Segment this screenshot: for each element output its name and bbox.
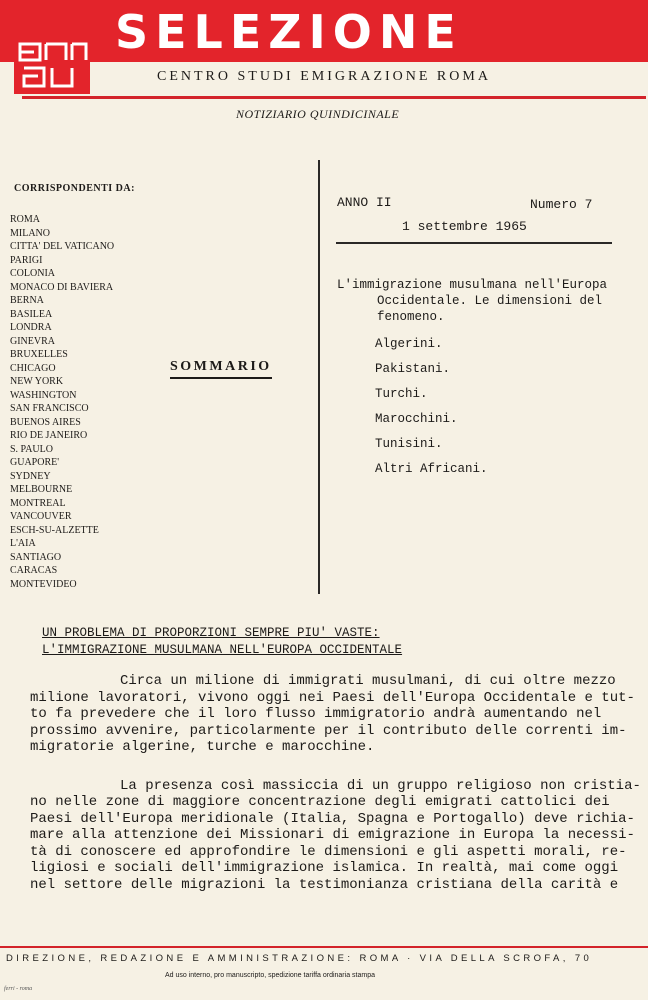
correspondent-city: S. PAULO — [10, 443, 53, 455]
issue-date: 1 settembre 1965 — [402, 219, 527, 234]
summary-item: Algerini. — [375, 337, 443, 351]
correspondent-city: SAN FRANCISCO — [10, 403, 89, 414]
printer-mark: ferri - roma — [4, 986, 33, 992]
article-line: nel settore delle migrazioni la testimonianza cristiana della carità e — [30, 876, 619, 893]
correspondent-city: WASHINGTON — [10, 389, 77, 401]
correspondent-city: NEW YORK — [10, 376, 64, 387]
article-line: ligiosi e sociali dell'immigrazione islamica. In realtà, mai come oggi — [30, 860, 619, 876]
cser-logo — [14, 38, 90, 94]
correspondent-city: MONTEVIDEO — [10, 578, 77, 590]
correspondent-city: CITTA' DEL VATICANO — [10, 241, 115, 252]
article-line: milione lavoratori, vivono oggi nei Paesi dell'Europa Occidentale e tut- — [30, 689, 635, 706]
correspondents-list — [10, 213, 114, 591]
correspondent-city: BASILEA — [10, 308, 53, 320]
article-line: tà di conoscere ed approfondire le dimensioni e gli aspetti morali, re- — [30, 843, 627, 860]
correspondent-city: COLONIA — [10, 268, 55, 279]
correspondent-city: BUENOS AIRES — [10, 416, 81, 428]
summary-list — [375, 332, 488, 482]
column-divider — [318, 160, 320, 594]
summary-main-line: L'immigrazione musulmana nell'Europa — [337, 278, 608, 292]
issue-divider — [336, 242, 612, 244]
correspondent-city: ROMA — [10, 214, 41, 225]
article-heading-line: L'IMMIGRAZIONE MUSULMANA NELL'EUROPA OCCIDENTALE — [42, 643, 403, 657]
correspondent-city: MILANO — [10, 227, 50, 239]
correspondent-city: SANTIAGO — [10, 551, 62, 563]
summary-main-line: fenomeno. — [377, 310, 445, 324]
correspondents-heading: CORRISPONDENTI DA: — [14, 183, 135, 194]
issue-year: ANNO II — [337, 195, 392, 210]
footer-note: Ad uso interno, pro manuscripto, spedizione tariffa ordinaria stampa — [165, 972, 375, 979]
article-line: prossimo avvenire, particolarmente per il contributo delle correnti im- — [30, 722, 627, 739]
issue-number: Numero 7 — [530, 197, 593, 212]
footer-address: DIREZIONE, REDAZIONE E AMMINISTRAZIONE: ROMA · VIA DELLA SCROFA, 70 — [6, 953, 593, 964]
summary-item: Altri Africani. — [375, 462, 488, 476]
correspondent-city: CHICAGO — [10, 362, 56, 374]
correspondent-city: L'AIA — [10, 538, 36, 549]
correspondent-city: RIO DE JANEIRO — [10, 430, 88, 441]
correspondent-city: MONTREAL — [10, 497, 66, 509]
article-line: La presenza così massiccia di un gruppo religioso non cristia- — [120, 777, 641, 794]
article-line: no nelle zone di maggiore concentrazione degli emigrati cattolici dei — [30, 794, 610, 810]
correspondent-city: SYDNEY — [10, 470, 51, 482]
article-line: Circa un milione di immigrati musulmani, di cui oltre mezzo — [120, 673, 616, 689]
correspondent-city: MELBOURNE — [10, 484, 73, 495]
correspondent-city: CARACAS — [10, 565, 58, 576]
article-line: migratorie algerine, turche e marocchine. — [30, 739, 375, 755]
correspondent-city: GUAPORE' — [10, 457, 60, 468]
summary-item: Tunisini. — [375, 437, 443, 451]
article-paragraph — [30, 673, 640, 756]
correspondent-city: VANCOUVER — [10, 511, 72, 522]
correspondent-city: MONACO DI BAVIERA — [10, 281, 114, 293]
article-body — [30, 673, 640, 893]
article-heading — [42, 625, 402, 659]
organization-name: CENTRO STUDI EMIGRAZIONE ROMA — [157, 69, 491, 84]
footer-divider — [0, 946, 648, 948]
article-heading-line: UN PROBLEMA DI PROPORZIONI SEMPRE PIU' VASTE: — [42, 626, 380, 640]
correspondent-city: PARIGI — [10, 254, 43, 266]
summary-main-entry — [337, 277, 607, 325]
article-line: mare alla attenzione dei Missionari di emigrazione in Europa la necessi- — [30, 827, 635, 843]
masthead-title: SELEZIONE — [115, 5, 463, 59]
correspondent-city: GINEVRA — [10, 335, 55, 347]
summary-main-line: Occidentale. Le dimensioni del — [377, 294, 603, 308]
correspondent-city: ESCH-SU-ALZETTE — [10, 524, 99, 536]
header-divider — [22, 96, 646, 99]
sommario-title: SOMMARIO — [170, 358, 272, 379]
bulletin-type: NOTIZIARIO QUINDICINALE — [236, 107, 400, 121]
summary-item: Marocchini. — [375, 412, 458, 426]
correspondent-city: LONDRA — [10, 322, 52, 333]
article-line: to fa prevedere che il loro flusso immigratorio andrà aumentando nel — [30, 706, 602, 722]
correspondent-city: BERNA — [10, 295, 44, 306]
correspondent-city: BRUXELLES — [10, 349, 68, 360]
article-paragraph — [30, 778, 640, 894]
summary-item: Pakistani. — [375, 362, 451, 376]
article-line: Paesi dell'Europa meridionale (Italia, Spagna e Portogallo) deve richia- — [30, 810, 635, 827]
summary-item: Turchi. — [375, 387, 428, 401]
